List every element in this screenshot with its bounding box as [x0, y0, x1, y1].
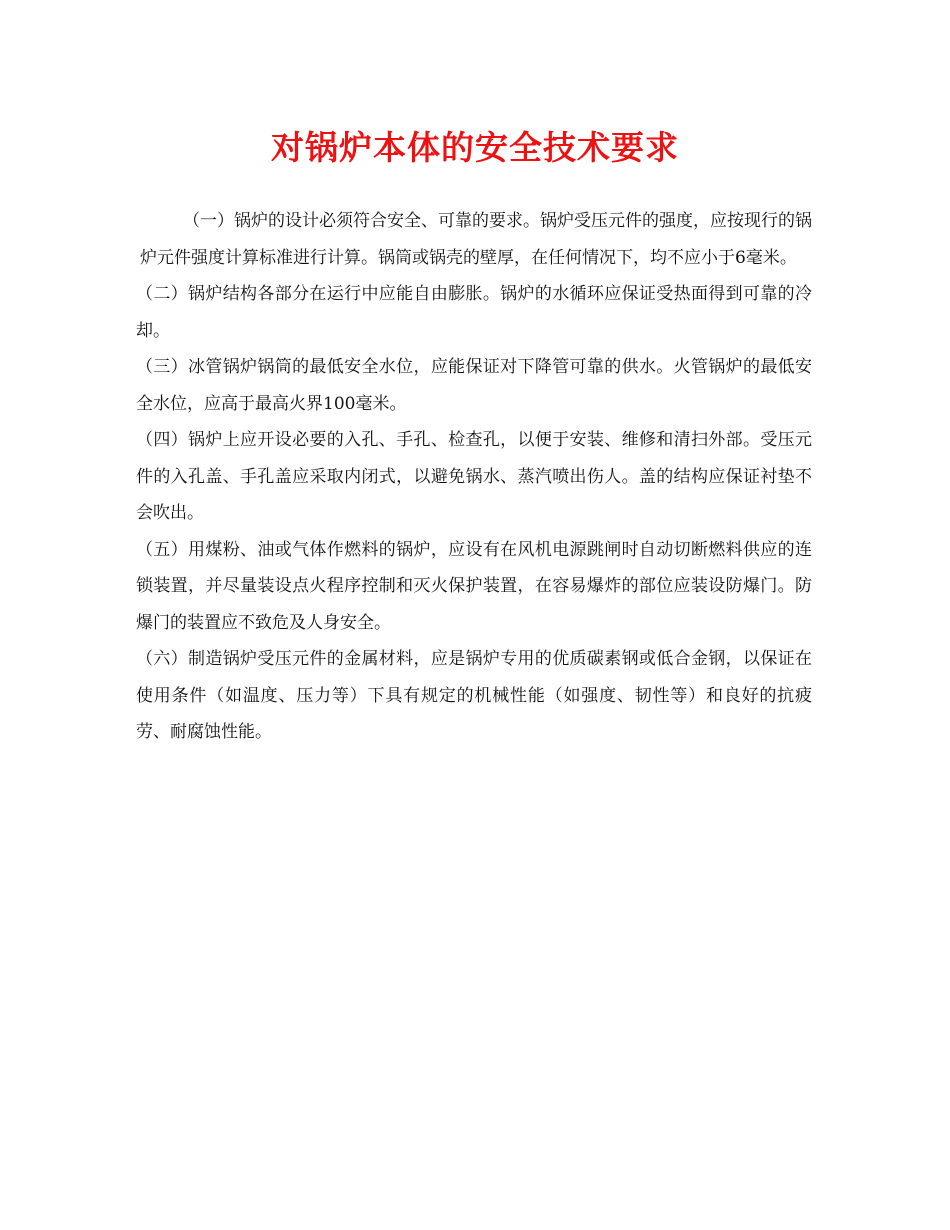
paragraph-4: （四）锅炉上应开设必要的入孔、手孔、检查孔，以便于安装、维修和清扫外部。受压元件的入孔盖、手孔盖应采取内闭式，以避免锅水、蒸汽喷出伤人。盖的结构应保证衬垫不会吹出。	[136, 430, 812, 523]
paragraph-5: （五）用煤粉、油或气体作燃料的锅炉，应设有在风机电源跳闸时自动切断燃料供应的连锁装置，并尽量装设点火程序控制和灭火保护装置，在容易爆炸的部位应装设防爆门。防爆门的装置应不致危及人身安全。	[136, 539, 812, 633]
paragraph-3: （三）冰管锅炉锅筒的最低安全水位，应能保证对下降管可靠的供水。火管锅炉的最低安全水位，应高于最高火界100毫米。	[136, 357, 812, 414]
document-title: 对锅炉本体的安全技术要求	[271, 128, 679, 167]
paragraph-1: （一）锅炉的设计必须符合安全、可靠的要求。锅炉受压元件的强度，应按现行的锅炉元件强度计算标准进行计算。锅筒或锅壳的壁厚，在任何情况下，均不应小于6毫米。	[140, 211, 812, 268]
paragraph-2: （二）锅炉结构各部分在运行中应能自由膨胀。锅炉的水循环应保证受热面得到可靠的冷却。	[136, 284, 812, 341]
document-body	[136, 203, 812, 751]
paragraph-6: （六）制造锅炉受压元件的金属材料，应是锅炉专用的优质碳素钢或低合金钢，以保证在使用条件（如温度、压力等）下具有规定的机械性能（如强度、韧性等）和良好的抗疲劳、耐腐蚀性能。	[136, 649, 812, 742]
